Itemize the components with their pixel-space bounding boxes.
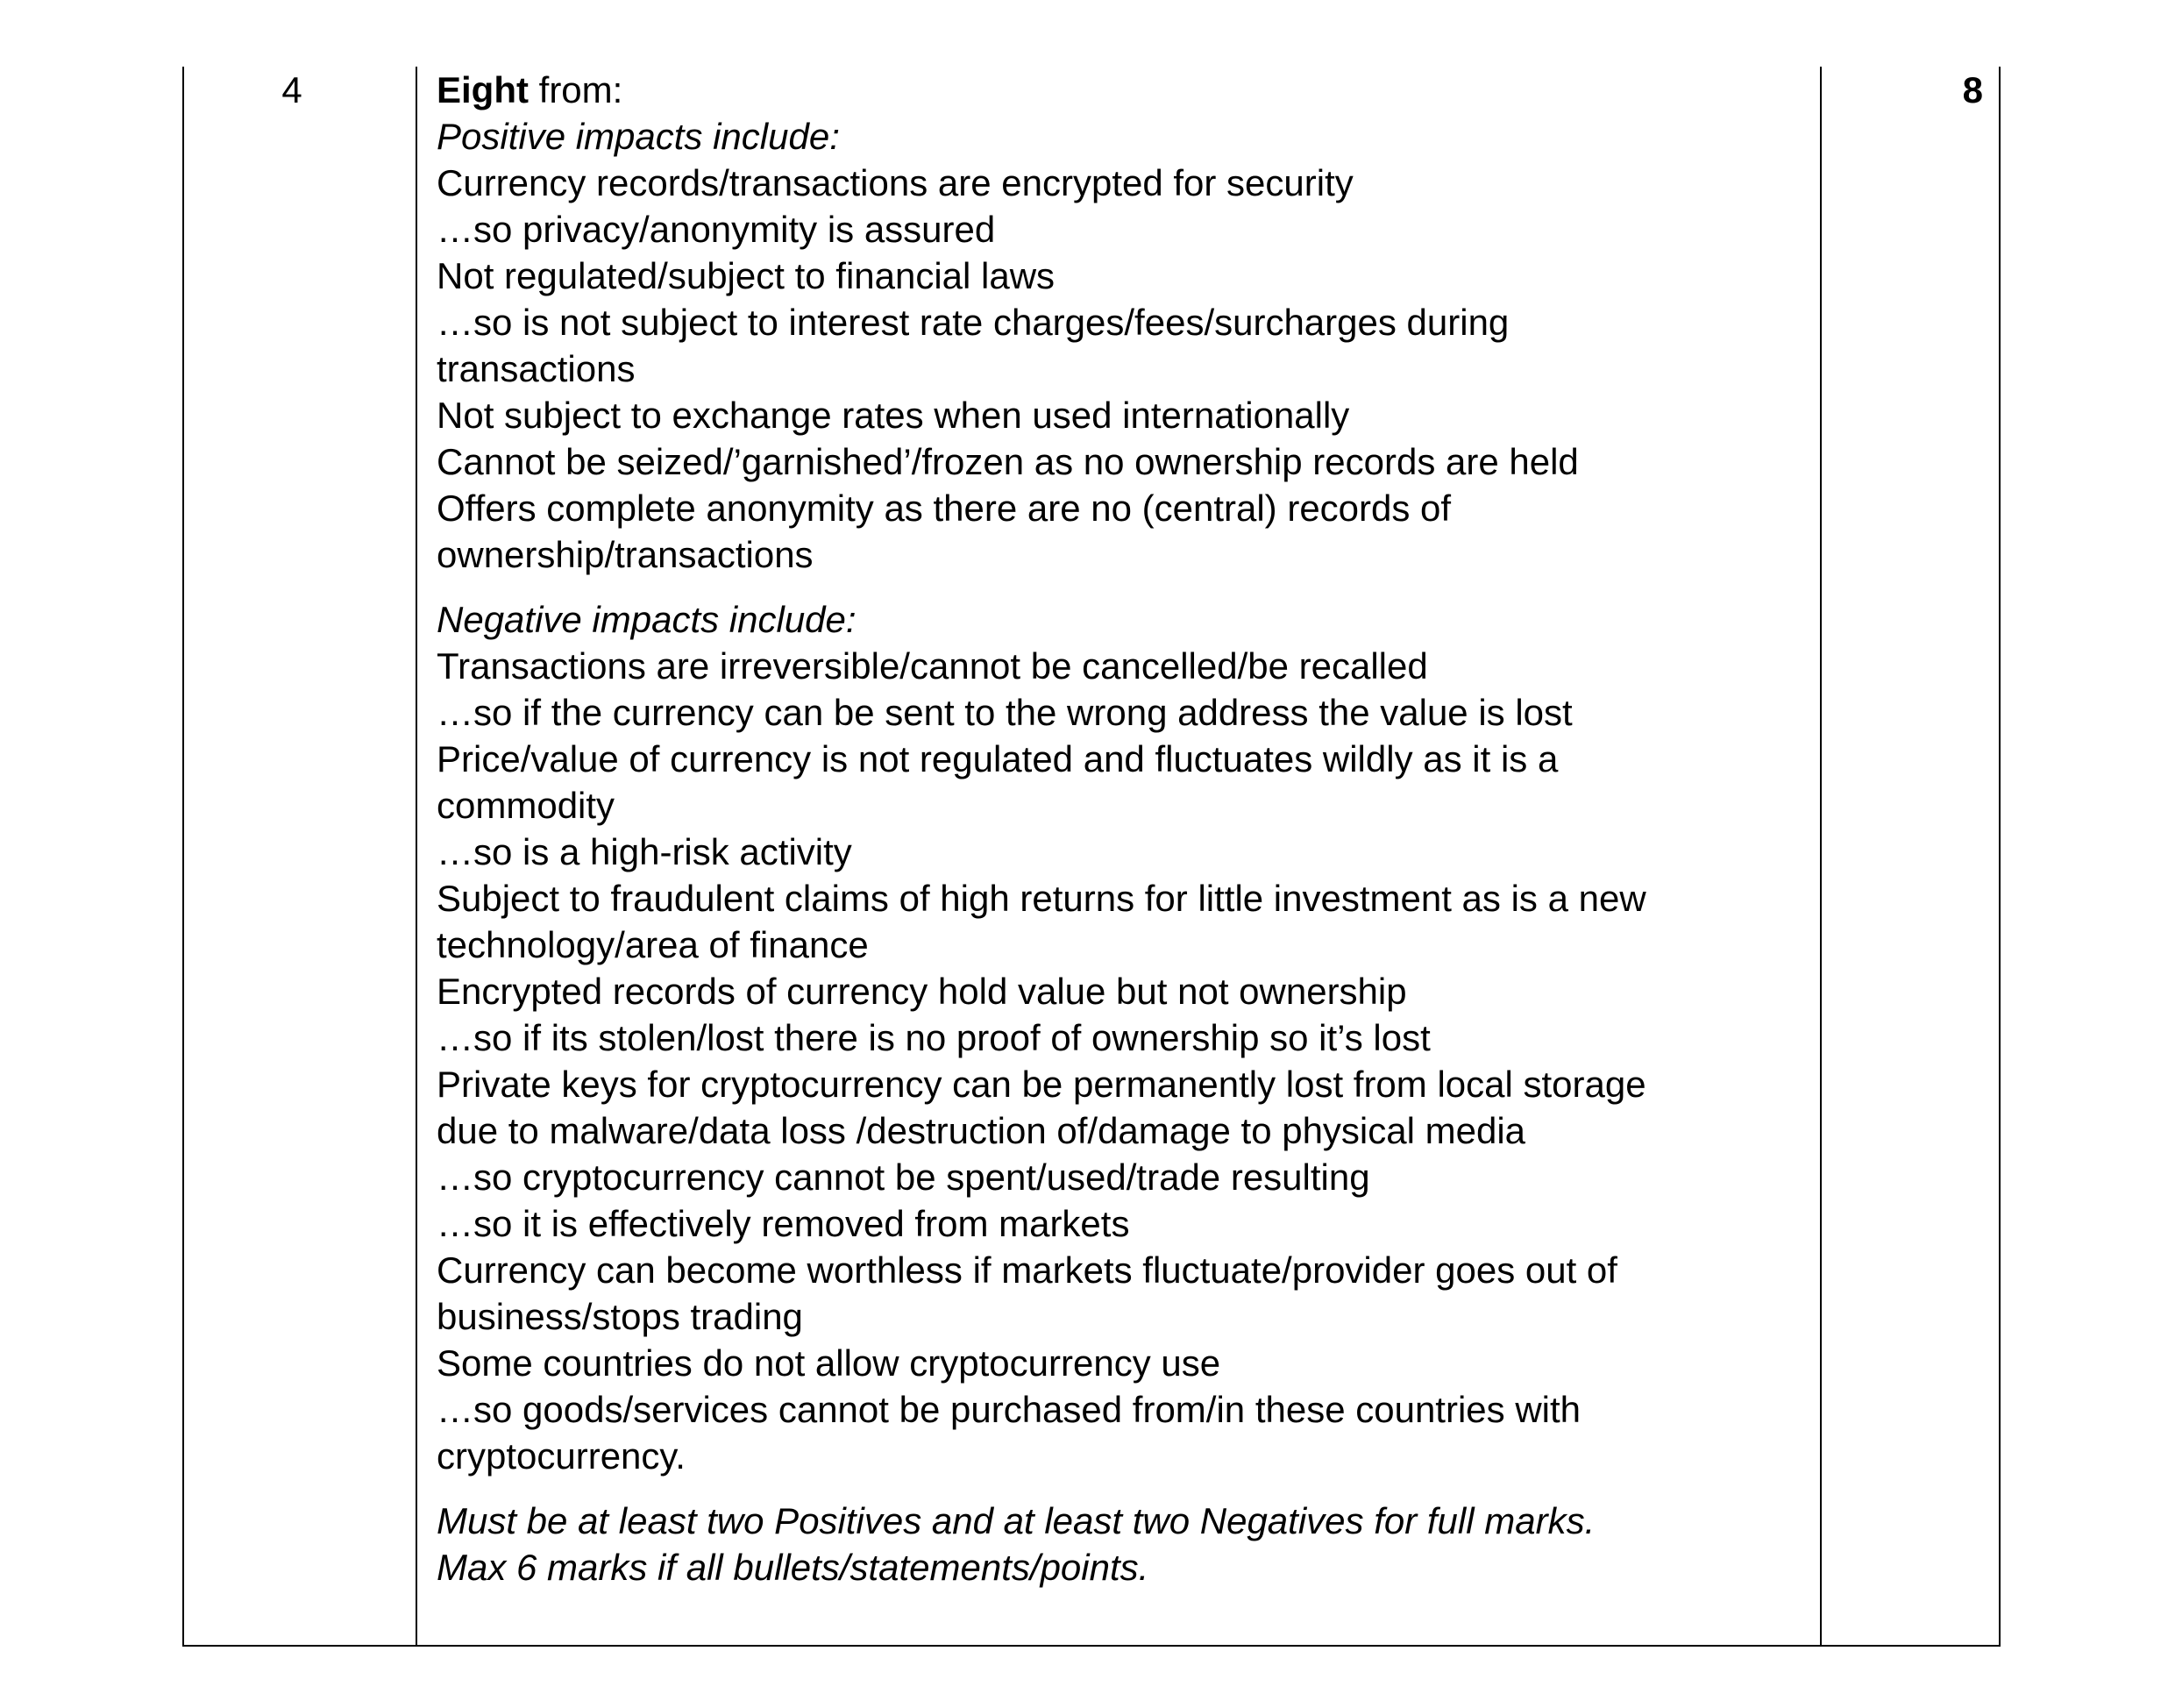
negative-line: …so if the currency can be sent to the wrong address the value is lost (437, 692, 1573, 733)
section-gap (437, 578, 1804, 596)
negative-line: Some countries do not allow cryptocurrency use (437, 1342, 1221, 1384)
positive-line: …so privacy/anonymity is assured (437, 209, 996, 250)
section-gap (437, 1479, 1804, 1498)
negative-line: …so cryptocurrency cannot be spent/used/trade resulting (437, 1156, 1370, 1198)
negative-line: …so it is effectively removed from markets (437, 1203, 1130, 1244)
negative-line: Transactions are irreversible/cannot be cancelled/be recalled (437, 645, 1428, 687)
negative-line: …so is a high-risk activity (437, 831, 852, 872)
negative-heading: Negative impacts include: (437, 599, 856, 640)
positive-line: Cannot be seized/’garnished’/frozen as no ownership records are held (437, 441, 1579, 482)
negative-line: business/stops trading (437, 1296, 803, 1337)
answer-intro-rest: from: (528, 69, 623, 110)
positive-line: transactions (437, 348, 636, 389)
positive-line: Not regulated/subject to financial laws (437, 255, 1056, 296)
negative-line: Price/value of currency is not regulated and fluctuates wildly as it is a (437, 738, 1559, 779)
column-divider-left (416, 67, 417, 1645)
negative-line: commodity (437, 785, 615, 826)
question-number: 4 (281, 69, 302, 110)
marking-note: Max 6 marks if all bullets/statements/points. (437, 1547, 1149, 1588)
positive-line: Currency records/transactions are encrypted for security (437, 162, 1354, 203)
column-divider-right (1820, 67, 1822, 1645)
positive-line: Not subject to exchange rates when used internationally (437, 395, 1350, 436)
marks-cell (1822, 67, 1983, 113)
negative-line: Subject to fraudulent claims of high returns for little investment as is a new (437, 878, 1646, 919)
negative-line: Encrypted records of currency hold value but not ownership (437, 971, 1407, 1012)
answer-cell (437, 67, 1804, 1591)
marks-value: 8 (1962, 69, 1983, 110)
negative-line: due to malware/data loss /destruction of/damage to physical media (437, 1110, 1526, 1151)
answer-intro-bold: Eight (437, 69, 529, 110)
positive-line: ownership/transactions (437, 534, 814, 575)
answer-intro (437, 67, 1804, 113)
positive-line: …so is not subject to interest rate charges/fees/surcharges during (437, 302, 1510, 343)
positive-heading: Positive impacts include: (437, 116, 840, 157)
positive-line: Offers complete anonymity as there are no (central) records of (437, 487, 1452, 529)
negative-line: Currency can become worthless if markets fluctuate/provider goes out of (437, 1249, 1617, 1291)
mark-scheme-table (182, 67, 2001, 1647)
negative-line: …so if its stolen/lost there is no proof of ownership so it’s lost (437, 1017, 1431, 1058)
marking-note: Must be at least two Positives and at least two Negatives for full marks. (437, 1500, 1596, 1541)
negative-line: cryptocurrency. (437, 1435, 686, 1477)
negative-line: …so goods/services cannot be purchased from/in these countries with (437, 1389, 1581, 1430)
negative-line: technology/area of finance (437, 924, 869, 965)
negative-line: Private keys for cryptocurrency can be permanently lost from local storage (437, 1064, 1646, 1105)
question-number-cell (184, 67, 416, 113)
